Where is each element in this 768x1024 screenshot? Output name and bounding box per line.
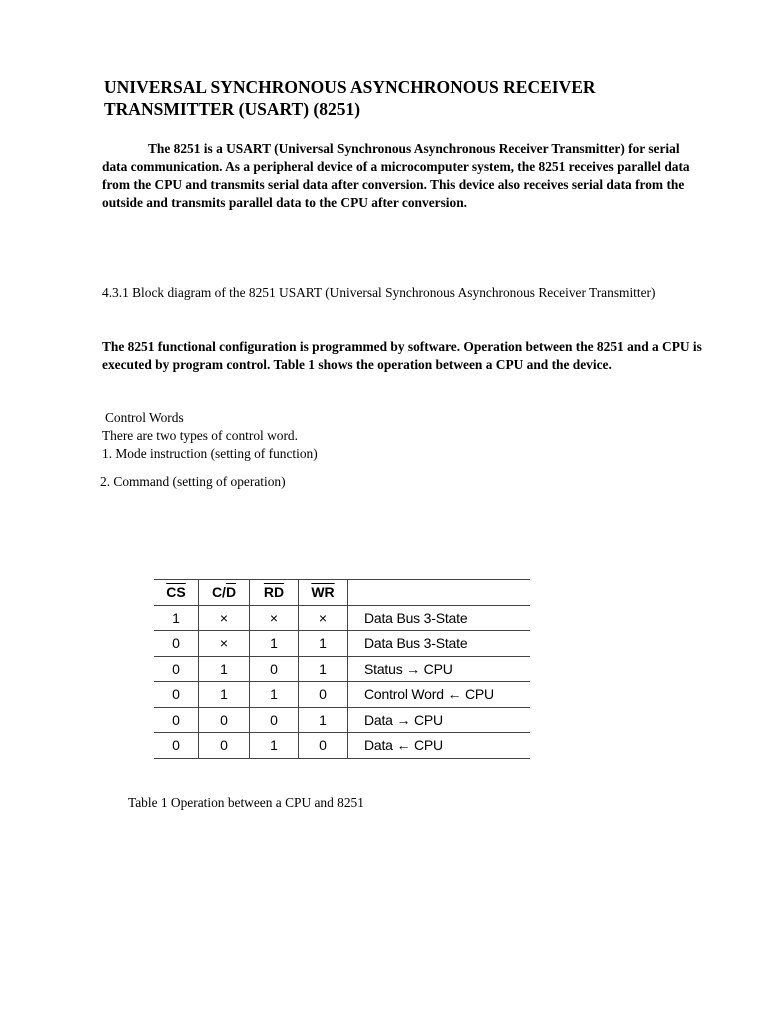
control-word-item-1: 1. Mode instruction (setting of function) [102,446,318,461]
intro-paragraph: The 8251 is a USART (Universal Synchronous Asynchronous Receiver Transmitter) for serial data communication. As a peripheral device of a microcomputer system, the 8251 receives parallel data from the CPU and transmits serial data after conversion. This device also receives serial data from the outside and transmits parallel data to the CPU after conversion. [102,141,690,210]
cell-wr: × [299,605,348,631]
cell-cd: × [199,631,250,657]
cell-operation: Data ← CPU [348,733,531,759]
cell-wr: 1 [299,631,348,657]
cell-operation: Control Word ← CPU [348,682,531,708]
control-word-item-2: 2. Command (setting of operation) [100,474,286,489]
header-rd [250,580,299,606]
cell-cs: 1 [154,605,199,631]
header-rd-label: $\overline{RD}$ [263,584,285,601]
cell-operation: Data → CPU [348,707,531,733]
cell-wr: 0 [299,733,348,759]
header-cd-d: $\overline{D}$ [225,584,237,601]
cell-rd: × [250,605,299,631]
table-row [154,656,530,682]
header-cs [154,580,199,606]
cell-operation: Data Bus 3-State [348,631,531,657]
header-cd [199,580,250,606]
config-paragraph: The 8251 functional configuration is programmed by software. Operation between the 8251 and a CPU is executed by program control. Table 1 shows the operation between a CPU and the device. [102,339,702,372]
document-title: UNIVERSAL SYNCHRONOUS ASYNCHRONOUS RECEIVER TRANSMITTER (USART) (8251) [104,77,596,119]
header-wr-label: $\overline{WR}$ [311,584,335,601]
operation-table [154,579,530,759]
cell-cd: 0 [199,733,250,759]
cell-cs: 0 [154,682,199,708]
table-row [154,631,530,657]
section-heading: 4.3.1 Block diagram of the 8251 USART (Universal Synchronous Asynchronous Receiver Transmitter) [102,285,656,300]
cell-operation: Status → CPU [348,656,531,682]
cell-cs: 0 [154,631,199,657]
cell-rd: 1 [250,733,299,759]
table-row [154,682,530,708]
cell-cd: 1 [199,682,250,708]
header-wr [299,580,348,606]
cell-operation: Data Bus 3-State [348,605,531,631]
cell-rd: 0 [250,707,299,733]
cell-cd: 0 [199,707,250,733]
cell-wr: 1 [299,656,348,682]
cell-cd: × [199,605,250,631]
header-cd-c: C/ [211,584,226,601]
cell-cs: 0 [154,733,199,759]
cell-cd: 1 [199,656,250,682]
cell-rd: 1 [250,631,299,657]
control-words-intro: There are two types of control word. [102,428,298,443]
cell-cs: 0 [154,707,199,733]
cell-wr: 0 [299,682,348,708]
cell-rd: 0 [250,656,299,682]
table-row [154,605,530,631]
table-header-row [154,580,530,606]
table-caption: Table 1 Operation between a CPU and 8251 [128,795,364,810]
header-cs-label: $\overline{CS}$ [166,584,186,601]
table-row [154,733,530,759]
table-row [154,707,530,733]
header-operation [348,580,531,606]
cell-cs: 0 [154,656,199,682]
control-words-heading: Control Words [105,410,184,425]
cell-wr: 1 [299,707,348,733]
cell-rd: 1 [250,682,299,708]
